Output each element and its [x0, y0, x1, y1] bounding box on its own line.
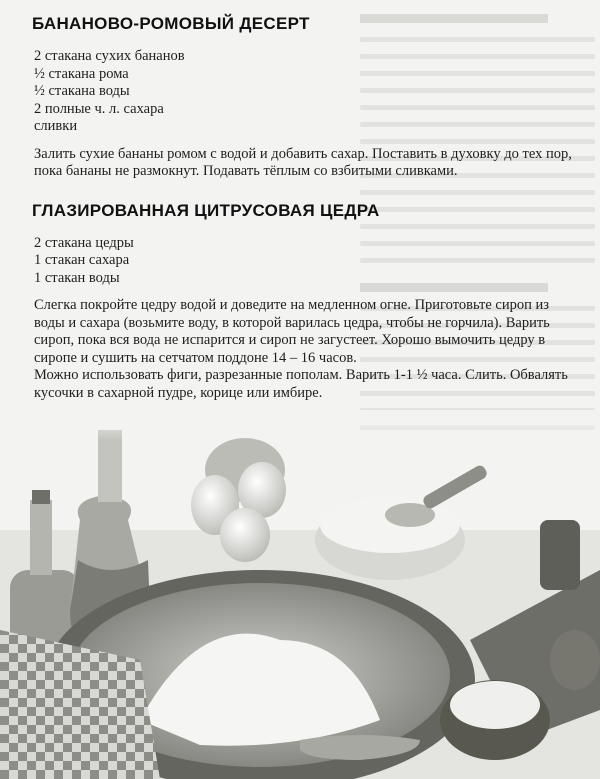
kitchen-still-life-photo: [0, 410, 600, 779]
photo-fade: [0, 410, 600, 530]
ingredient-line: 2 полные ч. л. сахара: [34, 100, 164, 117]
sugar-cubes: [450, 681, 540, 729]
recipe-2-instructions: [34, 297, 582, 402]
recipe-1-title: БАНАНОВО-РОМОВЫЙ ДЕСЕРТ: [32, 14, 310, 33]
ingredient-line: 1 стакан сахара: [34, 252, 130, 268]
ingredient-line: сливки: [34, 118, 78, 134]
ingredient-line: ½ стакана воды: [34, 83, 130, 99]
recipe-1-instructions: [34, 146, 582, 181]
instruction-paragraph: Залить сухие бананы ромом с водой и добавить сахар. Поставить в духовку до тех пор, пока бананы не размокнут. Подавать тёплым со взбитыми сливками.: [34, 145, 572, 179]
instruction-paragraph: Слегка покройте цедру водой и доведите на медленном огне. Приготовьте сироп из воды и сахара (возьмите воду, в которой варилась цедра, чтобы не горчила). Варить сироп, пока вся вода не испарится и сироп не загустеет. Хорошо вымочить цедру в сиропе и сушить на сетчатом поддоне 14 – 16 часов.: [34, 297, 550, 366]
recipe-2-ingredients: [34, 235, 582, 288]
ingredient-line: 2 стакана цедры: [34, 234, 134, 251]
ingredient-line: ½ стакана рома: [34, 65, 129, 82]
instruction-paragraph: Можно использовать фиги, разрезанные пополам. Варить 1-1 ½ часа. Слить. Обвалять кусочки в сахарной пудре, корице или имбире.: [34, 367, 568, 401]
recipe-2-title: ГЛАЗИРОВАННАЯ ЦИТРУСОВАЯ ЦЕДРА: [32, 200, 380, 220]
ingredient-line: 2 стакана сухих бананов: [34, 48, 185, 64]
recipe-text-column: [32, 12, 582, 402]
bowl-lid: [550, 630, 600, 690]
ingredient-line: 1 стакан воды: [34, 269, 120, 286]
board-handle: [540, 520, 580, 590]
recipe-1-ingredients: [34, 48, 582, 136]
